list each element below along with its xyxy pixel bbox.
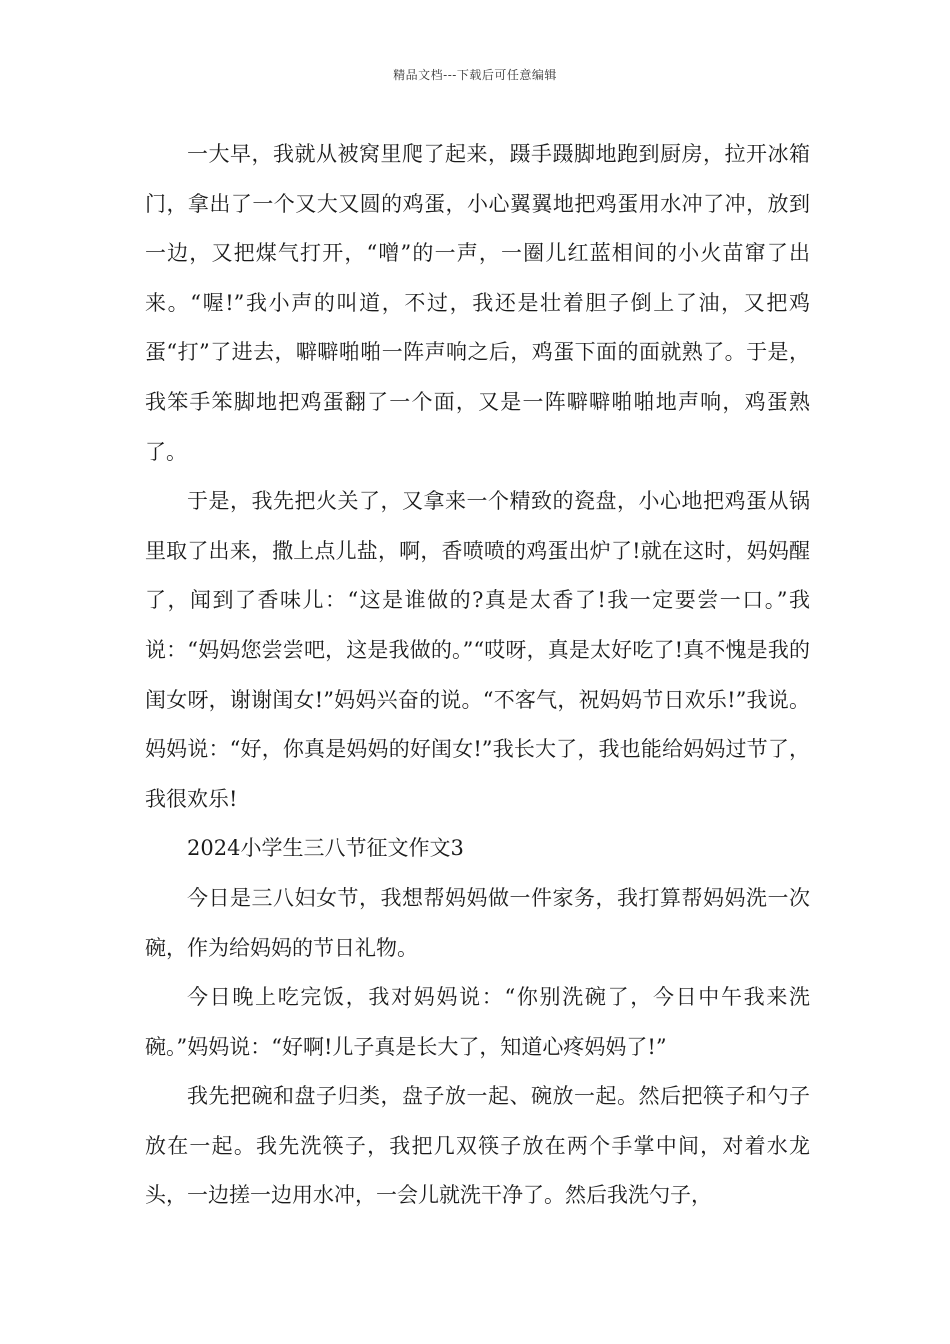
- paragraph-3: 今日是三八妇女节，我想帮妈妈做一件家务，我打算帮妈妈洗一次碗，作为给妈妈的节日礼物。: [145, 885, 810, 960]
- paragraph-4: 今日晚上吃完饭，我对妈妈说：“你别洗碗了，今日中午我来洗碗。”妈妈说：“好啊!儿子真是长大了，知道心疼妈妈了!”: [145, 985, 810, 1059]
- page-header: 精品文档---下载后可任意编辑: [393, 68, 557, 82]
- paragraph-2: 于是，我先把火关了，又拿来一个精致的瓷盘，小心地把鸡蛋从锅里取了出来，撒上点儿盐，啊，香喷喷的鸡蛋出炉了!就在这时，妈妈醒了，闻到了香味儿：“这是谁做的?真是太香了!我一定要尝一口。”我说：“妈妈您尝尝吧，这是我做的。”“哎呀，真是太好吃了!真不愧是我的闺女呀，谢谢闺女!”妈妈兴奋的说。“不客气，祝妈妈节日欢乐!”我说。妈妈说：“好，你真是妈妈的好闺女!”我长大了，我也能给妈妈过节了，我很欢乐!: [145, 489, 810, 811]
- section-heading: 2024小学生三八节征文作文3: [187, 836, 464, 861]
- paragraph-1: 一大早，我就从被窝里爬了起来，蹑手蹑脚地跑到厨房，拉开冰箱门，拿出了一个又大又圆的鸡蛋，小心翼翼地把鸡蛋用水冲了冲，放到一边，又把煤气打开，“噌”的一声，一圈儿红蓝相间的小火苗窜了出来。“喔!”我小声的叫道，不过，我还是壮着胆子倒上了油，又把鸡蛋“打”了进去，噼噼啪啪一阵声响之后，鸡蛋下面的面就熟了。于是，我笨手笨脚地把鸡蛋翻了一个面，又是一阵噼噼啪啪地声响，鸡蛋熟了。: [145, 142, 810, 464]
- paragraph-5: 我先把碗和盘子归类，盘子放一起、碗放一起。然后把筷子和勺子放在一起。我先洗筷子，我把几双筷子放在两个手掌中间，对着水龙头，一边搓一边用水冲，一会儿就洗干净了。然后我洗勺子，: [145, 1084, 810, 1208]
- document-body: [145, 130, 810, 1221]
